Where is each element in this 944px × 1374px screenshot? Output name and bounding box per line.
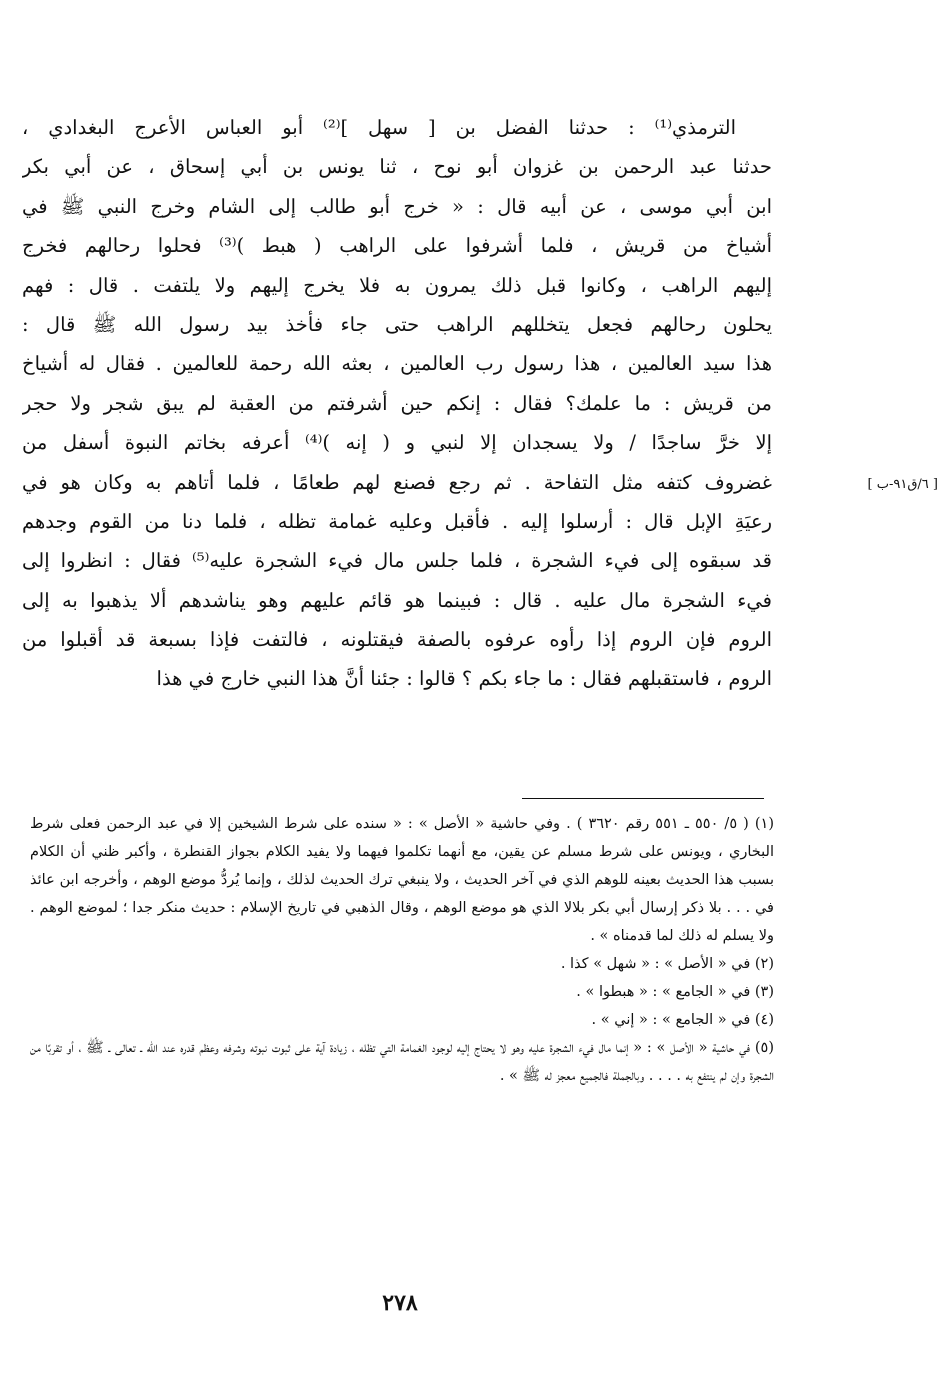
main-line: أشياخ من قريش ، فلما أشرفوا على الراهب ( هبط )⁽³⁾ فحلوا رحالهم فخرج: [22, 234, 772, 258]
main-line: رعيَةِ الإبل قال : أرسلوا إليه . فأقبل وعليه غمامة تظله ، فلما دنا من القوم وجدهم: [22, 509, 772, 533]
footnotes: [30, 810, 774, 1090]
main-line: قد سبقوه إلى فيء الشجرة ، فلما جلس مال فيء الشجرة عليه⁽⁵⁾ فقال : انظروا إلى: [22, 549, 772, 573]
main-line: حدثنا عبد الرحمن بن غزوان أبو نوح ، ثنا يونس بن أبي إسحاق ، عن أبي بكر: [22, 155, 772, 179]
main-line: هذا سيد العالمين ، هذا رسول رب العالمين ، بعثه الله رحمة للعالمين . فقال له أشياخ: [22, 352, 772, 376]
main-line: الترمذي⁽¹⁾ : حدثنا الفضل بن [ سهل ]⁽²⁾ أبو العباس الأعرج البغدادي ،: [22, 116, 736, 139]
page-number: ٢٧٨: [382, 1290, 418, 1316]
main-line: إلا خرَّ ساجدًا / ولا يسجدان إلا لنبي و ( إنه )⁽⁴⁾ أعرفه بخاتم النبوة أسفل من: [22, 431, 772, 455]
footnote-5: (٥) في حاشية « الأصل » : « إنما مال فيء الشجرة عليه وهو لا يحتاج إليه لوجود الغمامة التي تظله ، زيادة آية على ثبوت نبوته وشرفه وعظم قدره عند الله ـ تعالى ـ ﷺ ، أو تقربًا من الشجرة وإن لم ينتفع به . . . . وبالجملة فالجميع معجز له ﷺ » .: [30, 1040, 774, 1084]
margin-manuscript-reference: [ ٦/ق٩١-ب ]: [867, 477, 938, 492]
footnote-1: (١) ( ٥/ ٥٥٠ ـ ٥٥١ رقم ٣٦٢٠ ) . وفي حاشية « الأصل » : « سنده على شرط الشيخين إلا في عبد الرحمن فعلى شرط البخاري ، ويونس على شرط مسلم عن يقين، مع أنهما تكلموا فيهما ولا يفيد الكلام بجواز القنطرة ، وأكبر ظني أن الكلام بسبب هذا الحديث بعينه للوهم الذي في آخر الحديث ، ولا ينبغي ترك الحديث لذلك ، وإنما يُردُّ موضع الوهم ، وأخرجه ابن عائذ في . . . بلا ذكر إرسال أبي بكر بلالا الذي هو موضع الوهم ، وقال الذهبي في تاريخ الإسلام : حديث منكر جدا ؛ لموضع الوهم . ولا يسلم له ذلك لما قدمناه » .: [30, 816, 774, 944]
main-line: يحلون رحالهم فجعل يتخللهم الراهب حتى جاء فأخذ بيد رسول الله ﷺ قال :: [22, 312, 772, 336]
main-line: من قريش : ما علمك؟ فقال : إنكم حين أشرفتم من العقبة لم يبق شجر ولا حجر: [22, 391, 772, 415]
main-line: فيء الشجرة مال عليه . قال : فبينما هو قائم عليهم وهو يناشدهم ألا يذهبوا به إلى: [22, 588, 772, 612]
main-line: غضروف كتفه مثل التفاحة . ثم رجع فصنع لهم طعامًا ، فلما أتاهم به وكان هو في: [22, 470, 772, 494]
main-text: [22, 108, 772, 699]
main-line: إليهم الراهب ، وكانوا قبل ذلك يمرون به فلا يخرج إليهم ولا يلتفت . قال : فهم: [22, 273, 772, 297]
main-line: الروم ، فاستقبلهم فقال : ما جاء بكم ؟ قالوا : جئنا أنَّ هذا النبي خارج في هذا: [156, 667, 772, 691]
footnote-4: (٤) في « الجامع » : « إني » .: [591, 1012, 774, 1028]
main-line: الروم فإن الروم إذا رأوه عرفوه بالصفة فيقتلونه ، فالتفت فإذا بسبعة قد أقبلوا من: [22, 628, 772, 652]
main-line: ابن أبي موسى ، عن أبيه قال : « خرج أبو طالب إلى الشام وخرج النبي ﷺ في: [22, 194, 772, 218]
footnote-separator: [522, 798, 764, 799]
footnote-2: (٢) في « الأصل » : « شهل » كذا .: [560, 956, 774, 972]
footnote-3: (٣) في « الجامع » : « هبطوا » .: [576, 984, 774, 1000]
